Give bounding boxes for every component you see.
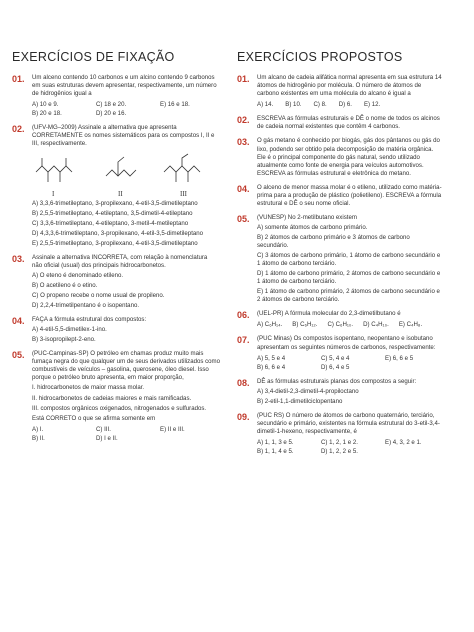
question-01 [237,74,442,109]
option-b: B) II. [32,434,45,442]
question-number: 07. [237,335,250,346]
proposed-column [237,50,442,462]
item-a: A) 4-etil-5,5-dimetilex-1-ino. [32,325,107,333]
proposed-title: EXERCÍCIOS PROPOSTOS [237,50,403,64]
option-a: A) I. [32,425,44,433]
option-a: A) C₆H₁₄. [257,321,283,329]
question-number: 05. [12,350,25,361]
option-b: B) 2 átomos de carbono primário e 3 átomos de carbono secundário. [257,234,410,250]
option-a: A) O eteno é denominado etileno. [32,271,124,279]
option-d: D) 1 átomo de carbono primário, 2 átomos de carbono secundário e 1 átomo de carbono terciário. [257,270,441,286]
option-c: C) 3,3,6-trimetileptano, 4-etileptano, 3-metil-4-metileptano [32,219,189,227]
question-text: (UEL-PR) A fórmula molecular do 2,3-dimetilbutano é [257,310,401,318]
question-06 [237,310,442,329]
option-e: E) II e III. [160,425,185,433]
option-b: B) C₆H₁₂. [292,321,318,329]
option-c: C) 8. [313,101,327,109]
option-a: A) 3,3,6-trimetileptano, 3-propilexano, 4-etil-3,5-dimetileptano [32,199,198,207]
question-04 [12,316,217,344]
option-b: B) 6, 6 e 4 [257,363,286,371]
question-09 [237,412,442,456]
question-number: 06. [237,310,250,321]
option-a: A) 10 e 9. [32,101,59,109]
question-03 [237,137,442,177]
question-08 [237,378,442,406]
option-b: B) 10. [285,101,302,109]
option-c: C) 1, 2, 1 e 2. [321,439,358,447]
question-text: (UFV-MG–2009) Assinale a alternativa que apresenta CORRETAMENTE os nomes sistemáticos para os compostos I, II e III, respectivamente. [32,124,215,148]
structure-ii-chain [106,170,136,176]
question-number: 02. [12,124,25,135]
option-d: D) C₄H₁₀. [363,321,389,329]
question-closing: Está CORRETO o que se afirma somente em [32,414,156,422]
option-d: D) 2,2,4-trimetilpentano é o isopentano. [32,301,140,309]
option-e: E) 4, 3, 2 e 1. [385,439,422,447]
question-02 [237,115,442,131]
question-number: 05. [237,214,250,225]
question-07 [237,335,442,371]
option-c: C) O propeno recebe o nome usual de propileno. [32,291,165,299]
question-text: Um alcano de cadeia alifática normal apresenta em sua estrutura 14 átomos de hidrogênio por molécula. O número de átomos de carbono existentes em uma molécula do alcano é igual a [257,74,442,98]
option-c: C) III. [96,425,111,433]
option-b: B) 20 e 18. [32,110,62,118]
structure-i-chain [36,166,72,172]
question-05 [237,214,442,304]
option-b: B) 2,5,5-trimetileptano, 4-etileptano, 3,5-dimetil-4-etileptano [32,209,193,217]
question-text: Assinale a alternativa INCORRETA, com relação à nomenclatura não oficial (usual) dos principais hidrocarbonetos. [32,253,208,269]
option-d: D) 1, 2, 2 e 5. [321,448,358,456]
option-c: C) 3 átomos de carbono primário, 1 átomo de carbono secundário e 1 átomo de carbono terciário. [257,252,441,268]
option-e: E) 12. [363,101,381,109]
option-e: E) 6, 6 e 5 [385,354,414,362]
option-b: B) 1, 1, 4 e 5. [257,448,294,456]
skeletal-formulas [32,152,217,190]
question-04 [237,184,442,208]
option-d: D) 20 e 16. [96,110,127,118]
structure-iii-chain [164,166,200,172]
label-i: I [52,189,55,198]
option-a: A) 5, 5 e 4 [257,354,286,362]
option-a: A) 1, 1, 3 e 5. [257,439,294,447]
question-text: O gás metano é conhecido por biogás, gás dos pântanos ou gás do lixo, podendo ser obtido pela decomposição de matéria orgânica. Ele é o principal componente do gás natural, sendo utilizado atualmente como fonte de energia para veículos automotivos. ESCREVA as fórmulas estrutural e eletrônica do metano. [257,137,440,177]
question-text: FAÇA a fórmula estrutural dos compostos: [32,315,147,323]
question-text: Um alceno contendo 10 carbonos e um alcino contendo 9 carbonos em suas estruturas devem apresentar, respectivamente, um número de hidrogênios igual a [32,74,217,98]
question-number: 01. [237,74,250,84]
question-number: 01. [12,74,25,84]
question-03 [12,254,217,310]
question-text: (PUC Minas) Os compostos isopentano, neopentano e isobutano apresentam os seguintes números de carbonos, respectivamente: [257,335,436,351]
option-d: D) 6. [338,101,352,109]
molecule-structures [32,152,217,198]
question-number: 09. [237,411,250,422]
item-b: B) 3-isopropilept-2-eno. [32,335,96,343]
item-a: A) 3,4-dietil-2,3-dimetil-4-propiloctano [257,387,359,395]
question-number: 03. [12,253,25,264]
question-text: DÊ as fórmulas estruturais planas dos compostos a seguir: [257,377,417,385]
question-number: 04. [237,183,250,194]
question-text: (PUC RS) O número de átomos de carbono quaternário, terciário, secundário e primário, existentes na fórmula estrutural do 3-etil-3,4-dimetil-1-hexeno, respectivamente, é [257,411,440,436]
label-ii: II [118,189,123,198]
label-iii: III [180,189,187,198]
option-d: D) 4,3,3,6-trimetileptano, 3-propilexano, 4-etil-3,5-dimetileptano [32,229,204,237]
statement-ii: II. hidrocarbonetos de cadeias maiores e mais ramificadas. [32,394,192,402]
statement-i: I. hidrocarbonetos de maior massa molar. [32,384,145,392]
option-e: E) 2,5,5-trimetileptano, 3-propilexano, 4-etil-3,5-dimetileptano [32,239,198,247]
option-b: B) O acetileno é o etino. [32,281,98,289]
fixation-title: EXERCÍCIOS DE FIXAÇÃO [12,50,175,64]
option-d: D) 6, 4 e 5 [321,363,350,371]
question-01 [12,74,217,118]
option-c: C) C₆H₁₀. [327,321,354,329]
question-number: 02. [237,115,250,126]
item-b: B) 2-etil-1,1-dimetilciclopentano [257,397,343,405]
option-c: C) 5, 4 e 4 [321,354,350,362]
question-number: 04. [12,315,25,326]
option-a: A) 14. [257,101,274,109]
question-number: 03. [237,137,250,148]
option-e: E) 16 e 18. [160,101,190,109]
option-e: E) 1 átomo de carbono primário, 2 átomos de carbono secundário e 2 átomos de carbono terciário. [257,288,440,304]
question-05 [12,350,221,443]
question-text: (PUC-Campinas-SP) O petróleo em chamas produz muito mais fumaça negra do que qualquer um de seus derivados utilizados como combustíveis de veículos – gasolina, querosene, óleo diesel. Isso porque o petróleo bruto apresenta, em maior proporção, [32,350,221,382]
option-d: D) I e II. [96,434,118,442]
fixation-column [12,50,221,449]
option-a: A) somente átomos de carbono primário. [257,224,368,232]
question-02 [12,124,217,247]
option-c: C) 18 e 20. [96,101,127,109]
question-text: O alceno de menor massa molar é o etileno, utilizado como matéria-prima para a produção de plástico (polietileno). ESCREVA a fórmula estrutural e DÊ o seu nome oficial. [257,183,442,208]
option-e: E) C₄H₈. [398,321,423,329]
question-text: (VUNESP) No 2-metilbutano existem [257,214,357,222]
statement-iii: III. compostos orgânicos oxigenados, nitrogenados e sulfurados. [32,404,207,412]
question-number: 08. [237,377,250,388]
question-text: ESCREVA as fórmulas estruturais e DÊ o nome de todos os alcinos de cadeia normal existentes que contêm 4 carbonos. [257,115,440,131]
